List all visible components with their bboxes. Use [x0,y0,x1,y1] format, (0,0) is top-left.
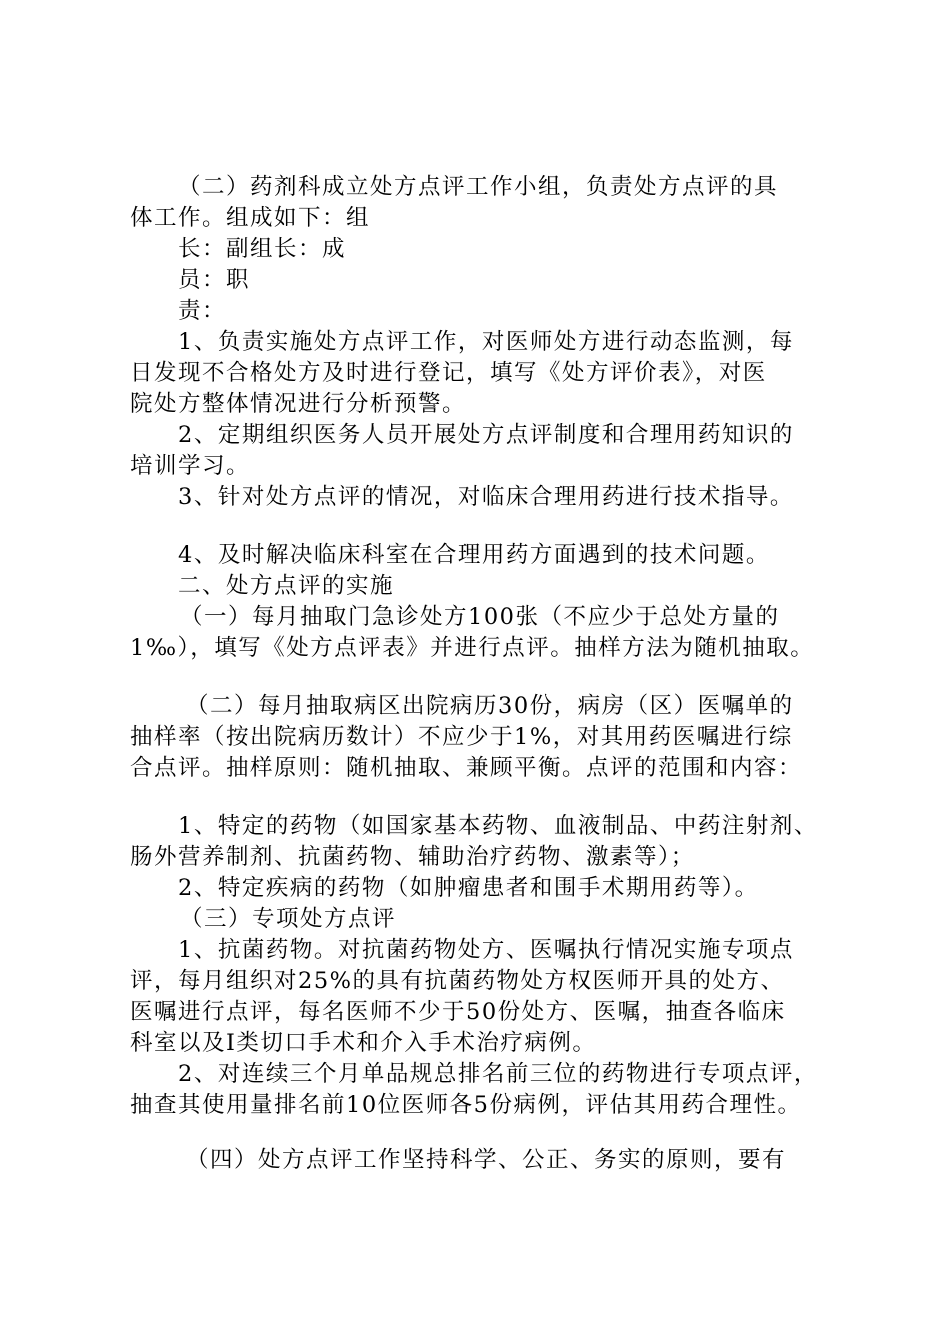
paragraph-line: （二）每月抽取病区出院病历30份，病房（区）医嘱单的 [186,693,794,719]
paragraph-line: 员：职 [178,267,251,293]
paragraph-line: 抽查其使用量排名前10位医师各5份病例，评估其用药合理性。 [130,1092,802,1118]
paragraph-line: 肠外营养制剂、抗菌药物、辅助治疗药物、激素等）； [130,844,695,870]
paragraph-line: 2、定期组织医务人员开展处方点评制度和合理用药知识的 [178,422,794,448]
paragraph-line: （一）每月抽取门急诊处方100张（不应少于总处方量的 [180,604,780,630]
paragraph-line: 科室以及Ⅰ类切口手术和介入手术治疗病例。 [130,1030,597,1056]
paragraph-line: 抽样率（按出院病历数计）不应少于1%，对其用药医嘱进行综 [130,724,793,750]
paragraph-gap [130,1121,838,1145]
paragraph-line: 责： [178,298,227,324]
paragraph-line: 培训学习。 [130,453,251,479]
paragraph-line: （二）药剂科成立处方点评工作小组，负责处方点评的具 [178,174,779,200]
subsection-heading: （三）专项处方点评 [180,906,397,932]
paragraph-gap [130,513,838,540]
section-heading: 二、处方点评的实施 [178,573,395,599]
paragraph-line: （四）处方点评工作坚持科学、公正、务实的原则，要有 [186,1147,787,1173]
paragraph-line: 3、针对处方点评的情况，对临床合理用药进行技术指导。 [178,484,794,510]
paragraph-line: 日发现不合格处方及时进行登记，填写《处方评价表》，对医 [130,360,767,386]
paragraph-line: 1‰），填写《处方点评表》并进行点评。抽样方法为随机抽取。 [130,635,815,661]
paragraph-line: 院处方整体情况进行分析预警。 [130,391,467,417]
document-body [130,172,838,1176]
paragraph-line: 评，每月组织对25%的具有抗菌药物处方权医师开具的处方、 [130,968,785,994]
paragraph-gap [130,664,838,691]
paragraph-line: 4、及时解决临床科室在合理用药方面遇到的技术问题。 [178,542,770,568]
paragraph-line: 2、对连续三个月单品规总排名前三位的药物进行专项点评， [178,1061,818,1087]
paragraph-line: 体工作。组成如下：组 [130,205,371,231]
paragraph-line: 合点评。抽样原则：随机抽取、兼顾平衡。点评的范围和内容： [130,755,803,781]
paragraph-line: 2、特定疾病的药物（如肿瘤患者和围手术期用药等）。 [178,875,759,901]
paragraph-gap [130,784,838,811]
paragraph-line: 1、特定的药物（如国家基本药物、血液制品、中药注射剂、 [178,813,818,839]
paragraph-line: 1、抗菌药物。对抗菌药物处方、医嘱执行情况实施专项点 [178,937,794,963]
paragraph-line: 1、负责实施处方点评工作，对医师处方进行动态监测，每 [178,329,794,355]
paragraph-line: 医嘱进行点评，每名医师不少于50份处方、医嘱，抽查各临床 [130,999,786,1025]
paragraph-line: 长：副组长：成 [178,236,347,262]
